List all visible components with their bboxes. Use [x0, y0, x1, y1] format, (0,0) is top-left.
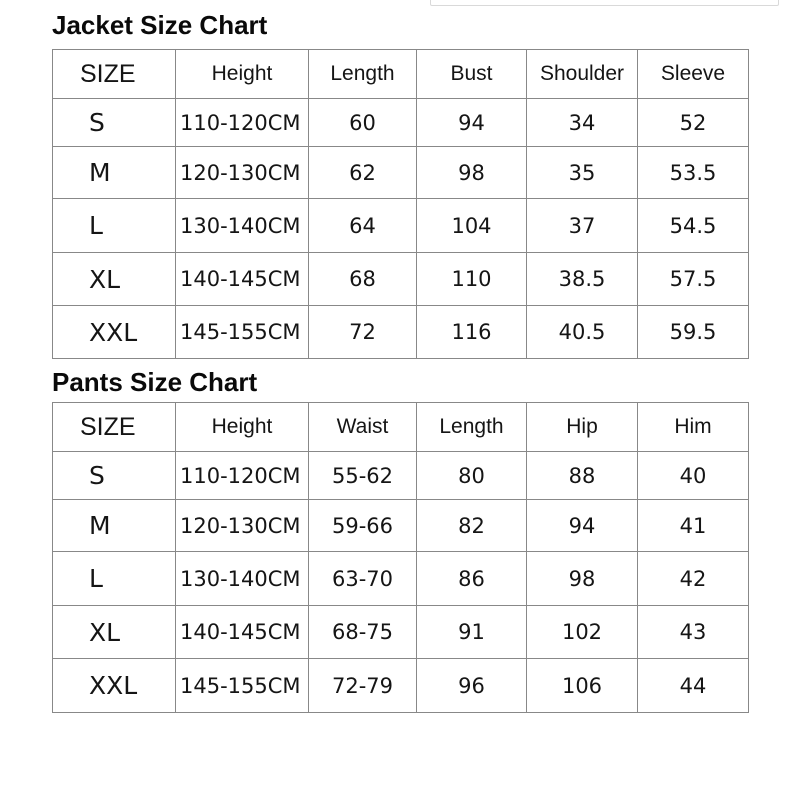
length-cell: 60: [309, 99, 417, 147]
sleeve-cell: 57.5: [638, 253, 749, 306]
waist-cell: 55-62: [309, 452, 417, 500]
size-cell: S: [53, 452, 176, 500]
sleeve-cell: 54.5: [638, 199, 749, 253]
size-cell: XXL: [53, 306, 176, 359]
waist-cell: 72-79: [309, 659, 417, 713]
height-cell: 145-155CM: [176, 306, 309, 359]
table-row: [53, 552, 749, 606]
bust-cell: 98: [417, 147, 527, 199]
shoulder-cell: 40.5: [527, 306, 638, 359]
shoulder-cell: 35: [527, 147, 638, 199]
waist-cell: 68-75: [309, 606, 417, 659]
height-cell: 140-145CM: [176, 606, 309, 659]
shoulder-cell: 37: [527, 199, 638, 253]
bust-cell: 94: [417, 99, 527, 147]
hip-cell: 102: [527, 606, 638, 659]
header-size: SIZE: [53, 403, 176, 452]
height-cell: 130-140CM: [176, 199, 309, 253]
bust-cell: 104: [417, 199, 527, 253]
jacket-size-table: [52, 49, 749, 359]
header-sleeve: Sleeve: [638, 50, 749, 99]
sleeve-cell: 52: [638, 99, 749, 147]
table-row: [53, 253, 749, 306]
table-header-row: [53, 50, 749, 99]
header-waist: Waist: [309, 403, 417, 452]
waist-cell: 59-66: [309, 500, 417, 552]
header-size: SIZE: [53, 50, 176, 99]
length-cell: 91: [417, 606, 527, 659]
hip-cell: 106: [527, 659, 638, 713]
table-row: [53, 452, 749, 500]
length-cell: 62: [309, 147, 417, 199]
shoulder-cell: 38.5: [527, 253, 638, 306]
header-him: Him: [638, 403, 749, 452]
table-row: [53, 147, 749, 199]
header-shoulder: Shoulder: [527, 50, 638, 99]
header-length: Length: [417, 403, 527, 452]
waist-cell: 63-70: [309, 552, 417, 606]
him-cell: 44: [638, 659, 749, 713]
header-length: Length: [309, 50, 417, 99]
hip-cell: 88: [527, 452, 638, 500]
height-cell: 120-130CM: [176, 147, 309, 199]
table-row: [53, 659, 749, 713]
length-cell: 68: [309, 253, 417, 306]
him-cell: 40: [638, 452, 749, 500]
length-cell: 72: [309, 306, 417, 359]
size-cell: L: [53, 552, 176, 606]
size-cell: XXL: [53, 659, 176, 713]
pants-chart-title: Pants Size Chart: [52, 367, 258, 397]
length-cell: 86: [417, 552, 527, 606]
length-cell: 82: [417, 500, 527, 552]
height-cell: 145-155CM: [176, 659, 309, 713]
bust-cell: 110: [417, 253, 527, 306]
jacket-chart-title: Jacket Size Chart: [52, 10, 268, 40]
sleeve-cell: 53.5: [638, 147, 749, 199]
pants-size-table: [52, 402, 749, 713]
height-cell: 120-130CM: [176, 500, 309, 552]
table-row: [53, 606, 749, 659]
height-cell: 110-120CM: [176, 99, 309, 147]
top-edge-box: [430, 0, 779, 6]
size-cell: XL: [53, 606, 176, 659]
length-cell: 80: [417, 452, 527, 500]
him-cell: 43: [638, 606, 749, 659]
header-hip: Hip: [527, 403, 638, 452]
sleeve-cell: 59.5: [638, 306, 749, 359]
height-cell: 140-145CM: [176, 253, 309, 306]
table-row: [53, 500, 749, 552]
him-cell: 42: [638, 552, 749, 606]
table-row: [53, 99, 749, 147]
size-cell: XL: [53, 253, 176, 306]
size-cell: M: [53, 147, 176, 199]
size-cell: S: [53, 99, 176, 147]
table-row: [53, 199, 749, 253]
hip-cell: 98: [527, 552, 638, 606]
length-cell: 96: [417, 659, 527, 713]
length-cell: 64: [309, 199, 417, 253]
table-row: [53, 306, 749, 359]
header-bust: Bust: [417, 50, 527, 99]
him-cell: 41: [638, 500, 749, 552]
hip-cell: 94: [527, 500, 638, 552]
header-height: Height: [176, 403, 309, 452]
height-cell: 130-140CM: [176, 552, 309, 606]
size-cell: L: [53, 199, 176, 253]
size-cell: M: [53, 500, 176, 552]
shoulder-cell: 34: [527, 99, 638, 147]
bust-cell: 116: [417, 306, 527, 359]
header-height: Height: [176, 50, 309, 99]
height-cell: 110-120CM: [176, 452, 309, 500]
table-header-row: [53, 403, 749, 452]
